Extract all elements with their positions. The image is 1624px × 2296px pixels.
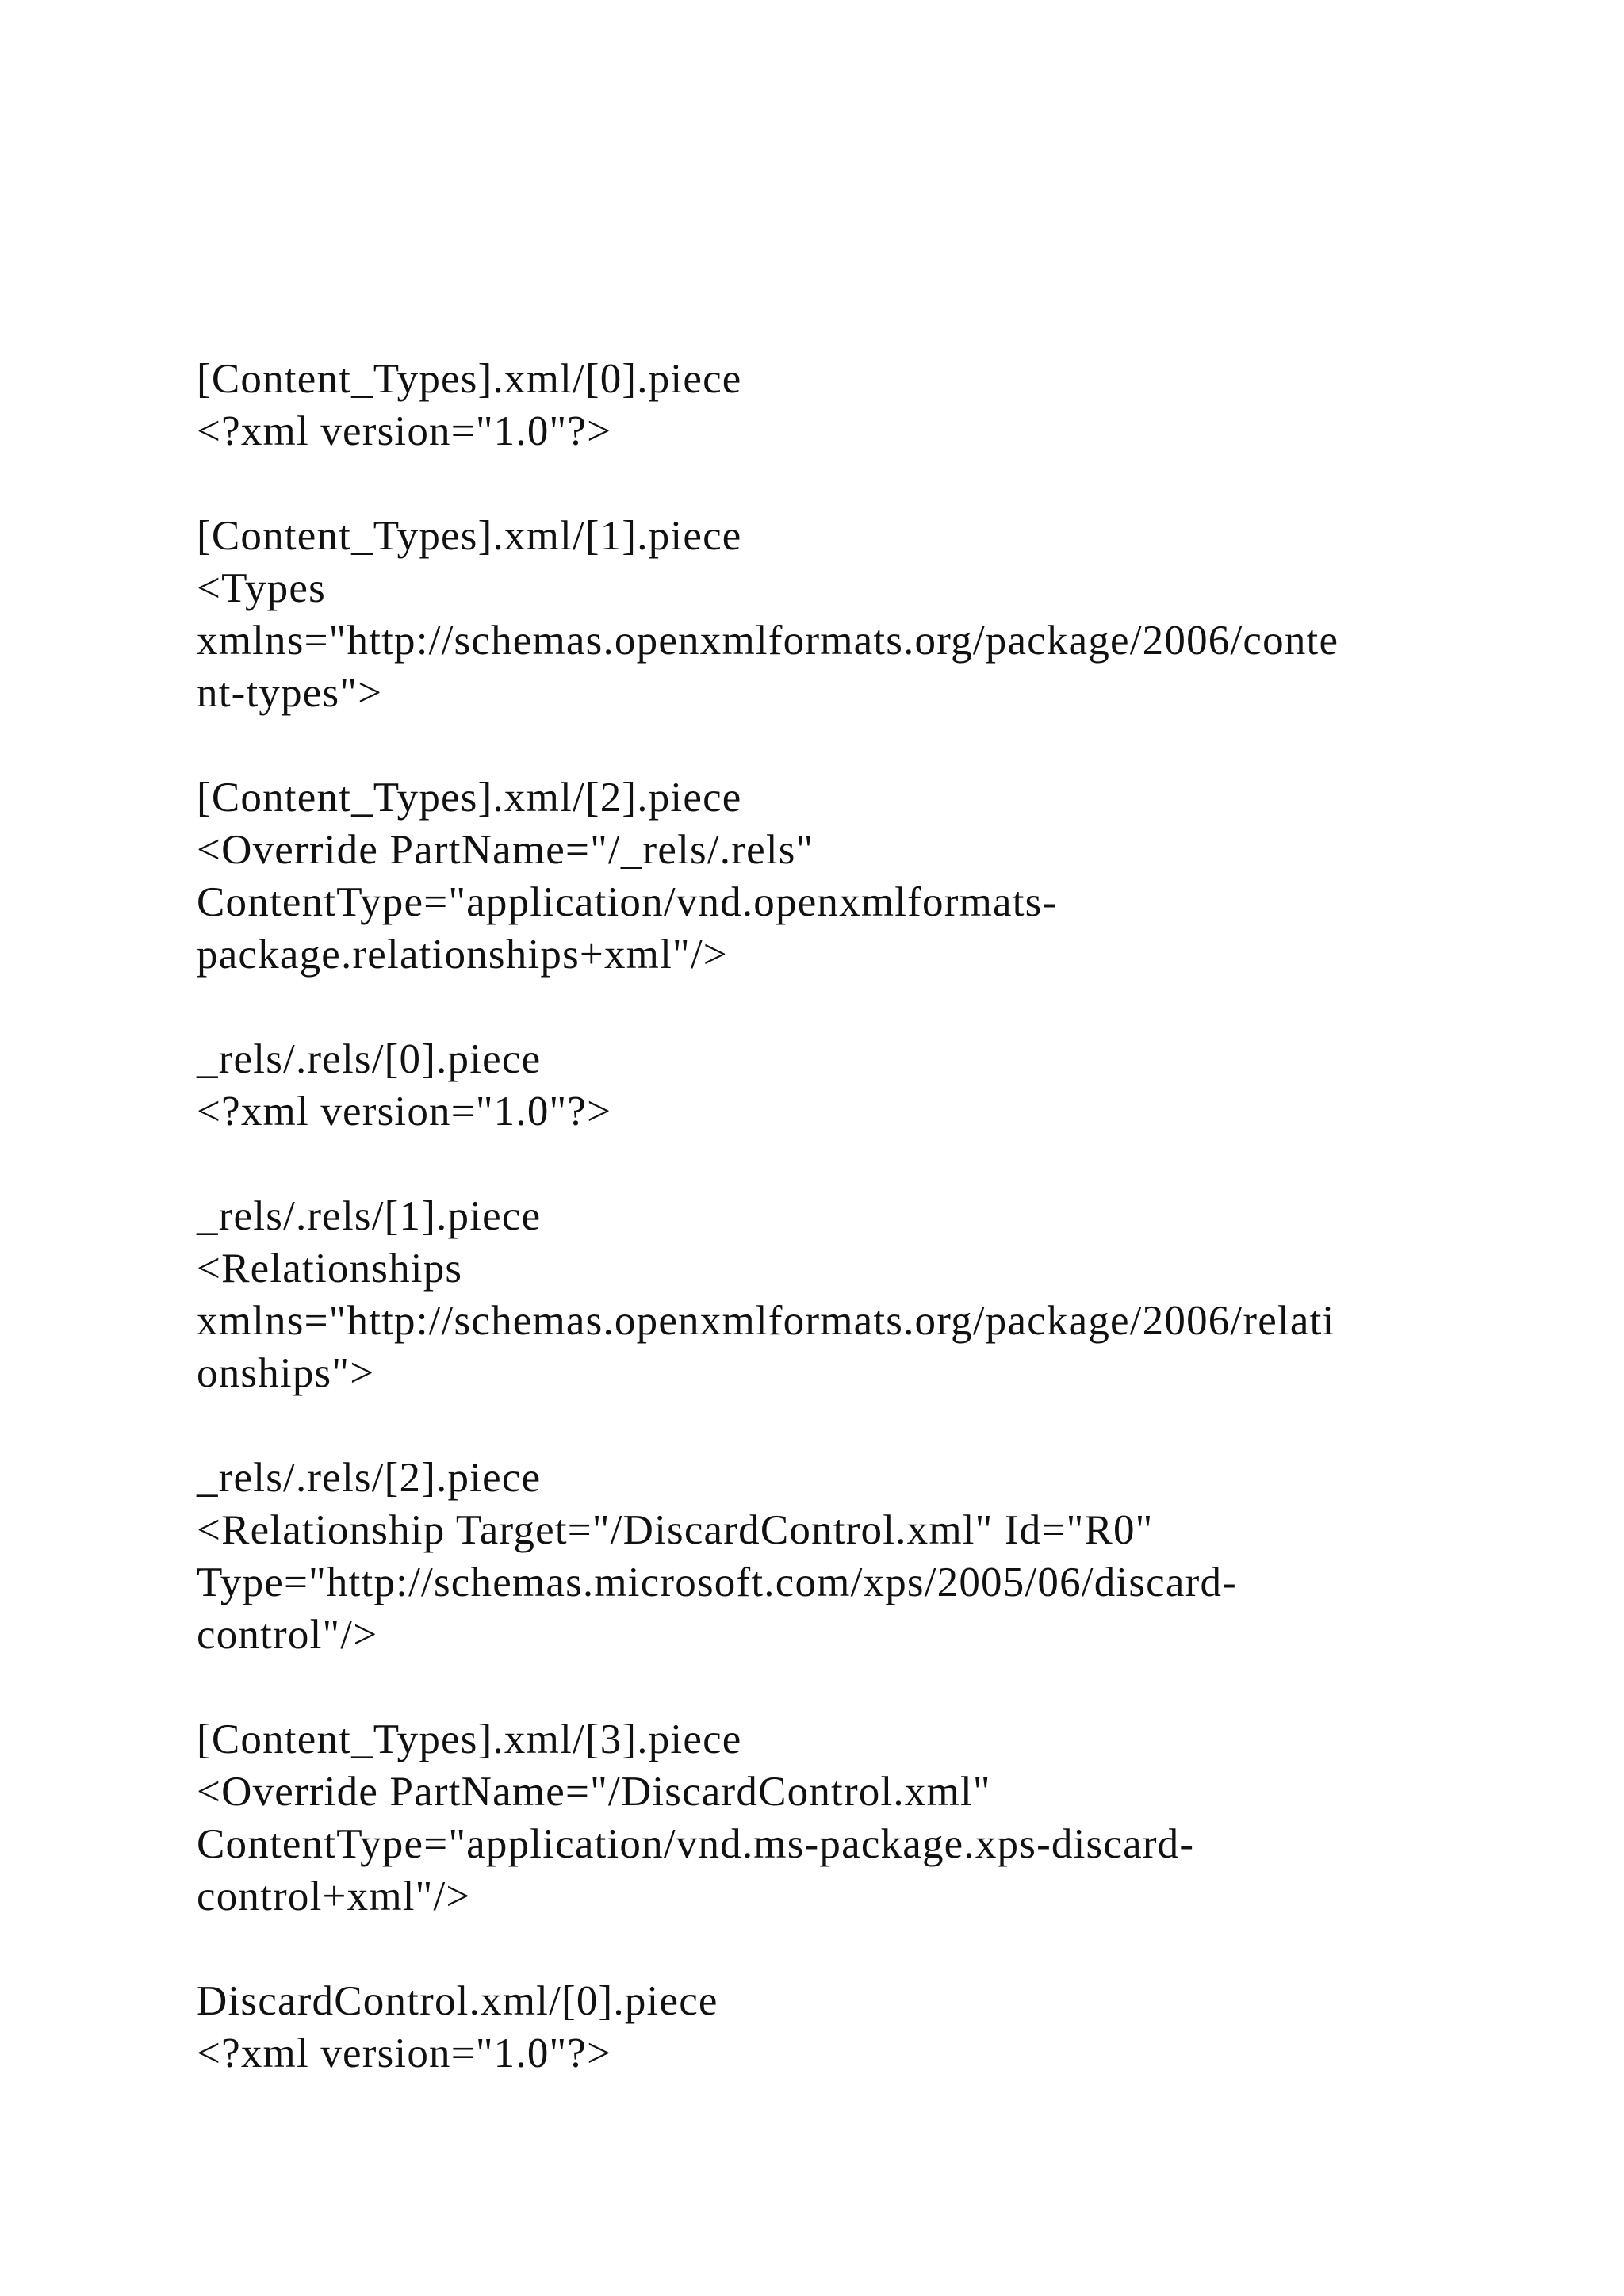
- text-block: [197, 1452, 1513, 1661]
- text-line: xmlns="http://schemas.openxmlformats.org/package/2006/conte: [197, 618, 1339, 664]
- text-line: [Content_Types].xml/[0].piece: [197, 356, 742, 402]
- text-line: control+xml"/>: [197, 1873, 471, 1919]
- text-line: <Override PartName="/_rels/.rels": [197, 827, 814, 873]
- text-line: <?xml version="1.0"?>: [197, 2030, 612, 2076]
- text-line: <Types: [197, 565, 326, 611]
- text-block: [197, 1713, 1513, 1923]
- text-block: [197, 771, 1513, 981]
- text-block: [197, 510, 1513, 719]
- text-line: <Override PartName="/DiscardControl.xml": [197, 1769, 991, 1815]
- text-line: ContentType="application/vnd.ms-package.xps-discard-: [197, 1821, 1195, 1867]
- text-block: [197, 1975, 1513, 2080]
- text-line: _rels/.rels/[2].piece: [197, 1455, 542, 1501]
- text-block: [197, 1190, 1513, 1399]
- text-line: onships">: [197, 1350, 375, 1396]
- text-line: xmlns="http://schemas.openxmlformats.org/package/2006/relati: [197, 1298, 1335, 1344]
- text-line: control"/>: [197, 1612, 378, 1658]
- text-line: [Content_Types].xml/[1].piece: [197, 513, 742, 559]
- text-line: <?xml version="1.0"?>: [197, 408, 612, 454]
- text-line: ContentType="application/vnd.openxmlformats-: [197, 879, 1058, 925]
- text-line: _rels/.rels/[0].piece: [197, 1036, 542, 1082]
- text-line: [Content_Types].xml/[2].piece: [197, 775, 742, 821]
- document-body: [197, 353, 1513, 2080]
- text-line: Type="http://schemas.microsoft.com/xps/2005/06/discard-: [197, 1559, 1237, 1605]
- text-line: <?xml version="1.0"?>: [197, 1089, 612, 1135]
- text-line: DiscardControl.xml/[0].piece: [197, 1978, 718, 2024]
- text-block: [197, 1033, 1513, 1138]
- text-line: <Relationships: [197, 1246, 463, 1292]
- text-line: package.relationships+xml"/>: [197, 932, 728, 978]
- text-block: [197, 353, 1513, 457]
- text-line: _rels/.rels/[1].piece: [197, 1193, 542, 1239]
- text-line: nt-types">: [197, 670, 383, 716]
- text-line: <Relationship Target="/DiscardControl.xml" Id="R0": [197, 1507, 1154, 1553]
- text-line: [Content_Types].xml/[3].piece: [197, 1716, 742, 1762]
